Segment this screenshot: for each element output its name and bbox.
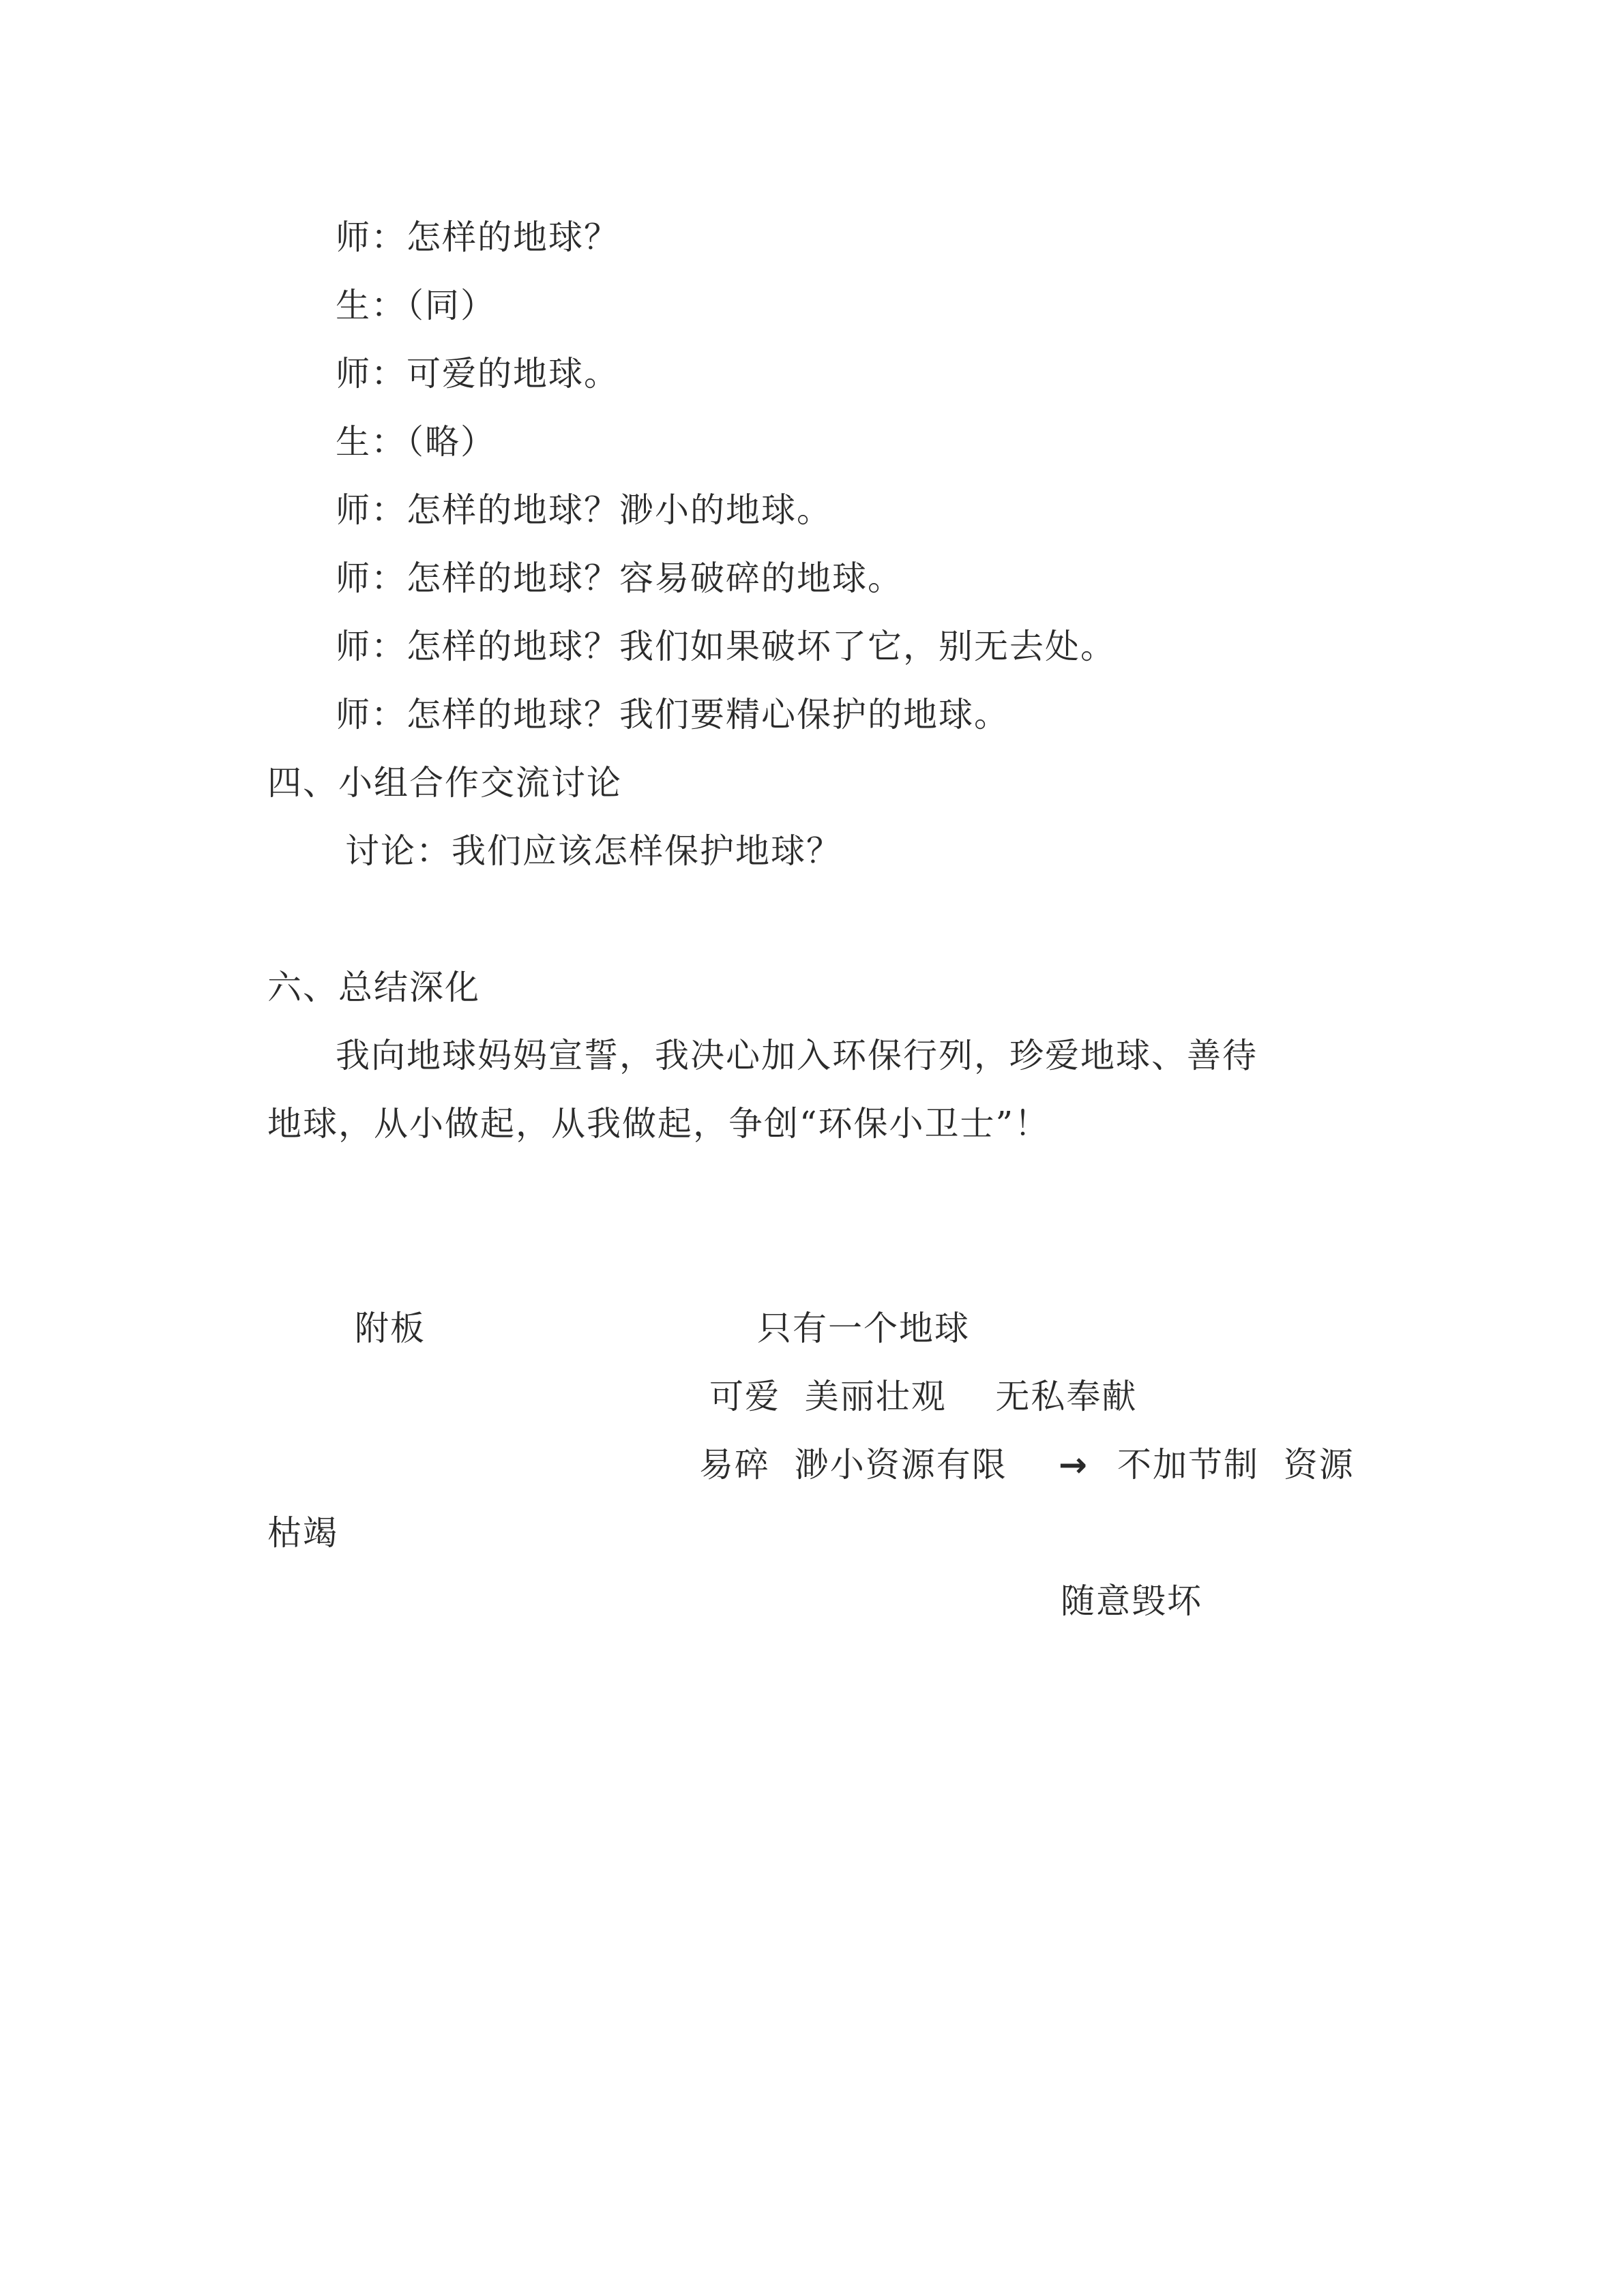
dialogue-line: 师：怎样的地球？ — [336, 218, 619, 257]
board-row-2-wrap: 枯竭 — [267, 1513, 338, 1553]
section-heading-4: 四、小组合作交流讨论 — [267, 763, 622, 803]
pledge-text-line-1: 我向地球妈妈宣誓，我决心加入环保行列，珍爱地球、善待 — [336, 1036, 1258, 1075]
board-row-2-left: 易碎 渺小资源有限 — [699, 1445, 1007, 1485]
dialogue-line: 师：怎样的地球？容易破碎的地球。 — [336, 558, 903, 598]
discussion-question: 讨论：我们应该怎样保护地球？ — [345, 831, 842, 871]
board-row-3: 随意毁坏 — [1061, 1581, 1202, 1621]
dialogue-line: 师：可爱的地球。 — [336, 354, 619, 393]
board-label: 附板 — [355, 1309, 426, 1348]
board-row-1: 可爱 美丽壮观 无私奉献 — [709, 1377, 1138, 1416]
section-heading-6: 六、总结深化 — [267, 968, 480, 1007]
dialogue-line: 生：（同） — [336, 286, 496, 325]
dialogue-line: 师：怎样的地球？我们要精心保护的地球。 — [336, 695, 1009, 734]
arrow-icon: → — [1059, 1445, 1089, 1485]
dialogue-line: 生：（略） — [336, 422, 496, 462]
board-row-2-right: 不加节制 资源 — [1117, 1445, 1355, 1485]
board-title: 只有一个地球 — [757, 1309, 970, 1348]
dialogue-line: 师：怎样的地球？我们如果破坏了它，别无去处。 — [336, 627, 1116, 666]
pledge-text-line-2: 地球，从小做起，从我做起，争创“环保小卫士”！ — [267, 1104, 1050, 1144]
dialogue-line: 师：怎样的地球？渺小的地球。 — [336, 490, 832, 530]
